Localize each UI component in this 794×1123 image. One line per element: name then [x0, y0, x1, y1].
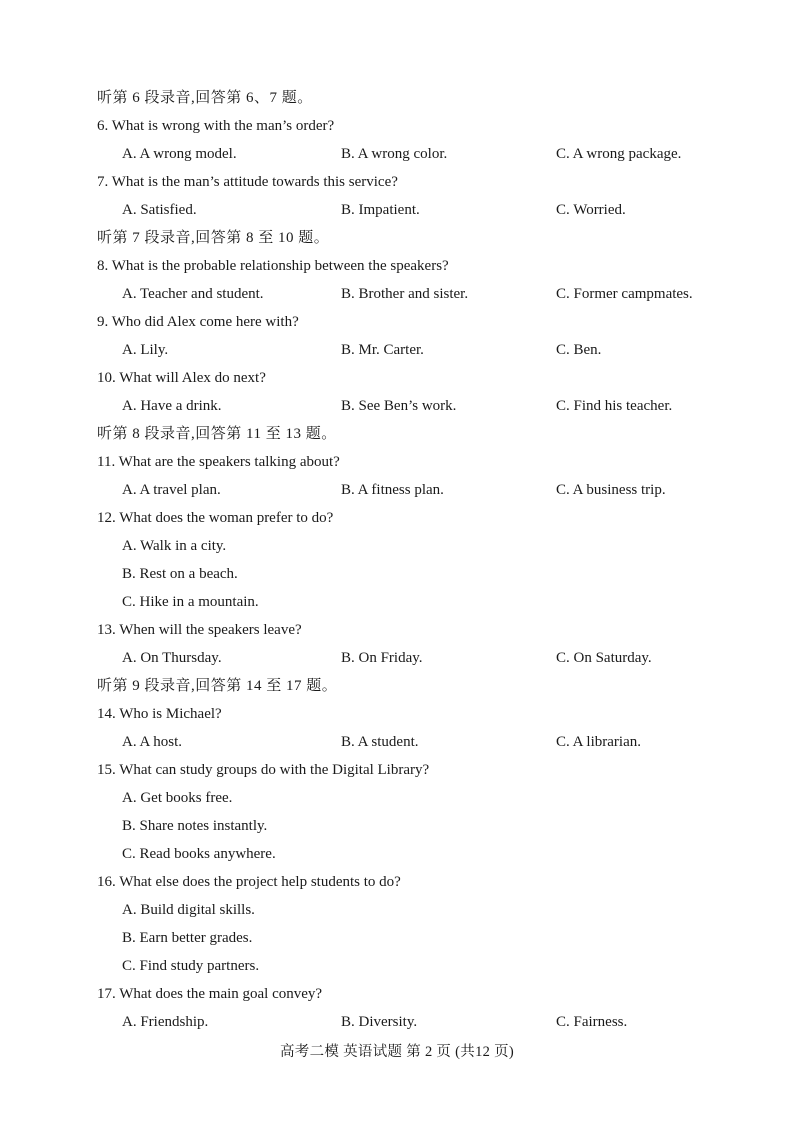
- question-stem: 16. What else does the project help students to do?: [97, 874, 401, 890]
- question-stem: 17. What does the main goal convey?: [97, 986, 323, 1002]
- option-c: C. Fairness.: [556, 1014, 628, 1030]
- option-c: C. Former campmates.: [556, 286, 693, 302]
- question-stem: 7. What is the man’s attitude towards this service?: [97, 174, 398, 190]
- option-b: B. Diversity.: [341, 1014, 418, 1030]
- option-b: B. Earn better grades.: [122, 930, 253, 946]
- option-a: A. Build digital skills.: [122, 902, 255, 918]
- options-row: [95, 644, 735, 672]
- option-a: A. A host.: [122, 734, 183, 750]
- options-row: [95, 1008, 735, 1036]
- option-c: C. Find his teacher.: [556, 398, 673, 414]
- option-b: B. Impatient.: [341, 202, 420, 218]
- option-c: C. Find study partners.: [122, 958, 260, 974]
- option-b: B. A wrong color.: [341, 146, 448, 162]
- question-stem: 12. What does the woman prefer to do?: [97, 510, 334, 526]
- question-stem: 14. Who is Michael?: [97, 706, 222, 722]
- option-c: C. A wrong package.: [556, 146, 682, 162]
- question-stem: 15. What can study groups do with the Digital Library?: [97, 762, 430, 778]
- option-b: B. See Ben’s work.: [341, 398, 457, 414]
- option-c: C. Ben.: [556, 342, 602, 358]
- options-row: [95, 476, 735, 504]
- option-a: A. Friendship.: [122, 1014, 209, 1030]
- option-b: B. On Friday.: [341, 650, 423, 666]
- option-b: B. Brother and sister.: [341, 286, 469, 302]
- option-b: B. Rest on a beach.: [122, 566, 238, 582]
- question-stem: 9. Who did Alex come here with?: [97, 314, 299, 330]
- option-a: A. Teacher and student.: [122, 286, 264, 302]
- question-stem: 13. When will the speakers leave?: [97, 622, 302, 638]
- option-a: A. Have a drink.: [122, 398, 222, 414]
- options-row: [95, 728, 735, 756]
- option-c: C. On Saturday.: [556, 650, 652, 666]
- options-row: [95, 196, 735, 224]
- page-footer: 高考二模 英语试题 第 2 页 (共12 页): [279, 1044, 515, 1060]
- option-b: B. A fitness plan.: [341, 482, 444, 498]
- option-a: A. Lily.: [122, 342, 169, 358]
- option-b: B. A student.: [341, 734, 419, 750]
- section-heading: 听第 6 段录音,回答第 6、7 题。: [97, 90, 313, 106]
- option-b: B. Share notes instantly.: [122, 818, 268, 834]
- option-a: A. Get books free.: [122, 790, 233, 806]
- options-row: [95, 140, 735, 168]
- option-c: C. Worried.: [556, 202, 626, 218]
- option-a: A. Walk in a city.: [122, 538, 227, 554]
- options-row: [95, 280, 735, 308]
- options-row: [95, 336, 735, 364]
- option-a: A. On Thursday.: [122, 650, 222, 666]
- question-list: [95, 84, 735, 1036]
- option-a: A. Satisfied.: [122, 202, 197, 218]
- option-c: C. Read books anywhere.: [122, 846, 276, 862]
- options-row: [95, 392, 735, 420]
- section-heading: 听第 7 段录音,回答第 8 至 10 题。: [97, 230, 330, 246]
- question-stem: 6. What is wrong with the man’s order?: [97, 118, 335, 134]
- option-b: B. Mr. Carter.: [341, 342, 424, 358]
- section-heading: 听第 8 段录音,回答第 11 至 13 题。: [97, 426, 337, 442]
- option-a: A. A wrong model.: [122, 146, 237, 162]
- option-c: C. Hike in a mountain.: [122, 594, 259, 610]
- option-c: C. A librarian.: [556, 734, 641, 750]
- question-stem: 11. What are the speakers talking about?: [97, 454, 340, 470]
- question-stem: 8. What is the probable relationship between the speakers?: [97, 258, 449, 274]
- option-a: A. A travel plan.: [122, 482, 221, 498]
- question-stem: 10. What will Alex do next?: [97, 370, 266, 386]
- section-heading: 听第 9 段录音,回答第 14 至 17 题。: [97, 678, 338, 694]
- option-c: C. A business trip.: [556, 482, 666, 498]
